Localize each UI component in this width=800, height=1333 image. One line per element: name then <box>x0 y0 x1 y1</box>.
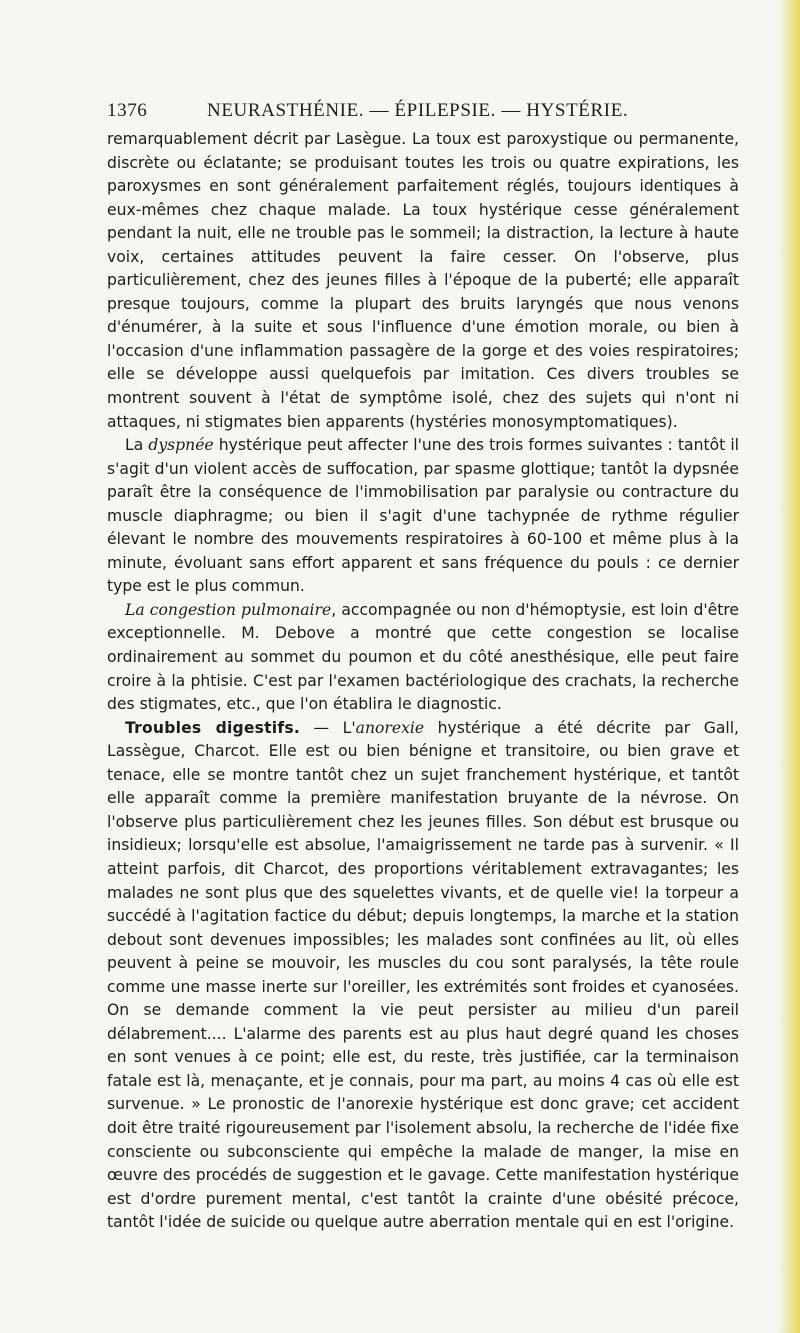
paragraph-lead: — L' <box>299 718 356 737</box>
paragraph-text: remarquablement décrit par Lasègue. La toux est paroxystique ou permanente, discrète ou éclatante; se produisant toutes les trois ou quatre expirations, les paroxysmes en sont généralement parfaitement réglés, toujours identiques à eux-mêmes chez chaque malade. La toux hystérique cesse généralement pendant la nuit, elle ne trouble pas le sommeil; la distraction, la lecture à haute voix, certaines attitudes peuvent la faire cesser. On l'observe, plus particulièrement, chez des jeunes filles à l'époque de la puberté; elle apparaît presque toujours, comme la plupart des bruits laryngés que nous venons d'énumérer, à la suite et sous l'influence d'une émotion morale, ou bien à l'occasion d'une inflammation passagère de la gorge et des voies respiratoires; elle se développe aussi quelquefois par imitation. Ces divers troubles se montrent souvent à l'état de symptôme isolé, chez des sujets qui n'ont ni attaques, ni stigmates bien apparents (hystéries monosymptomatiques). <box>107 130 739 431</box>
page-edge-stain <box>778 0 800 1333</box>
paragraph-toux <box>107 128 739 434</box>
paragraph-troubles-digestifs <box>107 717 739 1235</box>
body-text <box>107 128 739 1235</box>
term-dyspnee: dyspnée <box>148 436 214 455</box>
paragraph-text: hystérique peut affecter l'une des trois formes suivantes : tantôt il s'agit d'un violent accès de suffocation, par spasme glottique; tantôt la dypsnée paraît être la conséquence de l'immobilisation par paralysie ou contracture du muscle diaphragme; ou bien il s'agit d'une tachypnée de rythme régulier élevant le nombre des mouvements respiratoires à 60-100 et même plus à la minute, évoluant sans effort apparent et sans fréquence du pouls : ce dernier type est le plus commun. <box>107 436 740 596</box>
paragraph-dyspnee <box>107 434 739 599</box>
paragraph-congestion <box>107 599 739 717</box>
term-anorexie: anorexie <box>355 718 425 737</box>
paragraph-text: , accompagnée ou non d'hémoptysie, est loin d'être exceptionnelle. M. Debove a montré que cette congestion se localise ordinairement au sommet du poumon et du côté anesthésique, elle peut faire croire à la phtisie. C'est par l'examen bactériologique des crachats, la recherche des stigmates, etc., que l'on établira le diagnostic. <box>107 600 740 714</box>
term-congestion-pulmonaire: La congestion pulmonaire <box>125 600 332 619</box>
section-heading: Troubles digestifs. <box>125 718 300 737</box>
paragraph-lead: La <box>125 436 149 455</box>
running-title: NEURASTHÉNIE. — ÉPILEPSIE. — HYSTÉRIE. <box>207 100 629 121</box>
page-number: 1376 <box>107 100 148 121</box>
paragraph-text: hystérique a été décrite par Gall, Lassègue, Charcot. Elle est ou bien bénigne et transitoire, ou bien grave et tenace, elle se montre tantôt chez un sujet franchement hystérique, et tantôt elle apparaît comme la première manifestation bruyante de la névrose. On l'observe plus particulièrement chez les jeunes filles. Son début est brusque ou insidieux; lorsqu'elle est absolue, l'amaigrissement ne tarde pas à survenir. « Il atteint parfois, dit Charcot, des proportions véritablement extravagantes; les malades ne sont plus que des squelettes vivants, et de quelle vie! la torpeur a succédé à l'agitation factice du début; depuis longtemps, la marche et la station debout sont devenues impossibles; les malades sont confinées au lit, où elles peuvent à peine se mouvoir, les muscles du cou sont paralysés, la tête roule comme une masse inerte sur l'oreiller, les extrémités sont froides et cyanosées. On se demande comment la vie peut persister au milieu d'un pareil délabrement.... L'alarme des parents est au plus haut degré quand les choses en sont venues à ce point; elle est, du reste, très justifiée, car la terminaison fatale est là, menaçante, et je connais, pour ma part, au moins 4 cas où elle est survenue. » Le pronostic de l'anorexie hystérique est donc grave; cet accident doit être traité rigoureusement par l'isolement absolu, la recherche de l'idée fixe consciente ou subconsciente qui empêche la malade de manger, la mise en œuvre des procédés de suggestion et le gavage. Cette manifestation hystérique est d'ordre purement mental, c'est tantôt la crainte d'une obésité précoce, tantôt l'idée de suicide ou quelque autre aberration mentale qui en est l'origine. <box>107 718 740 1232</box>
